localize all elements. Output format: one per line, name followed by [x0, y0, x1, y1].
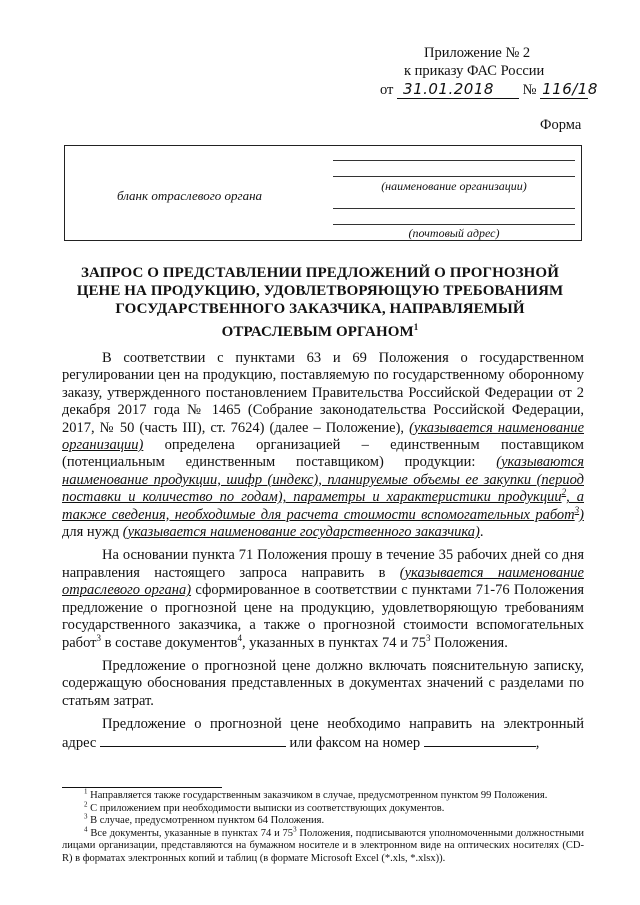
- footnote-1: $^1$ Направляется также государственным заказчиком в случае, предусмотренном пунктом 99 Положения.: [84, 787, 548, 801]
- date-prefix: от: [380, 82, 394, 98]
- form-label: Форма: [540, 117, 582, 133]
- paragraph-4: Предложение о прогнозной цене необходимо направить на электронный адрес или факсом на номер ,: [62, 716, 584, 751]
- title-footnote-ref: 1: [413, 322, 419, 332]
- footnote-3: $^3$ В случае, предусмотренном пунктом 64 Положения.: [84, 812, 325, 827]
- paragraph-1: В соответствии с пунктами 63 и 69 Положения о государственном регулировании цен на продукцию, поставляемую по государственному оборонному заказу, утвержденного постановлением Правительства Российской Федерации от 2 декабря 2017 года № 1465 (Собрание законодательства Российской Федерации, 2017, № 50 (часть III), ст. 7624) (далее – Положение), (указывается наименование организации) определена организацией – единственным поставщиком (потенциальным единственным поставщиком) продукции: (указываются наименование продукции, шифр (индекс), планируемые объемы ее закупки (период поставки и количество по годам), параметры и характеристики продукции$^2$, а также сведения, необходимые для расчета стоимости вспомогательных работ$^3$) для нужд (указывается наименование государственного заказчика).: [62, 350, 585, 541]
- footnote-ref-2: 2: [561, 487, 567, 498]
- address-line-2: [333, 224, 575, 225]
- order-reference: к приказу ФАС России: [404, 63, 545, 79]
- order-date-line: [380, 80, 598, 99]
- footnote-ref-3: 3: [574, 504, 580, 515]
- placeholder-product-details: (указываются наименование продукции, шифр (индекс), планируемые объемы ее закупки (период поставки и количество по годам), параметры и характеристики продукции: [62, 454, 584, 506]
- footnotes: [62, 787, 584, 866]
- footnote-ref-3b: 3: [96, 632, 101, 643]
- appendix-number: Приложение № 2: [424, 45, 531, 61]
- document-title: [70, 264, 570, 341]
- title-text: ЗАПРОС О ПРЕДСТАВЛЕНИИ ПРЕДЛОЖЕНИЙ О ПРОГНОЗНОЙ ЦЕНЕ НА ПРОДУКЦИЮ, УДОВЛЕТВОРЯЮЩУЮ ТРЕБОВАНИЯМ ГОСУДАРСТВЕННОГО ЗАКАЗЧИКА, НАПРАВЛЯЕМЫЙ ОТРАСЛЕВЫМ ОРГАНОМ: [76, 265, 564, 340]
- placeholder-auxiliary-works: , а также сведения, необходимые для расчета стоимости вспомогательных работ: [62, 489, 585, 523]
- handwritten-number: 116/18: [542, 80, 598, 98]
- footnote-2: $^2$ С приложением при необходимости выписки из соответствующих документов.: [84, 800, 445, 814]
- appendix-header: [380, 44, 598, 99]
- footnote-ref-3c: 3: [425, 632, 431, 643]
- footnote-4: $^4$ Все документы, указанные в пунктах 74 и $75^3$ Положения, подписываются уполномоченными должностными лицами организации, представляются на бумажном носителе и в электронном виде на оптических носителях (CD-R) в форматах электронных копий и таблиц (в формате Microsoft Excel (*.xls, *.xlsx)).: [62, 825, 584, 864]
- handwritten-date: 31.01.2018: [397, 80, 519, 99]
- org-name-line-2: [333, 176, 575, 177]
- placeholder-industry-body: (указывается наименование отраслевого органа): [62, 564, 584, 599]
- address-caption: (почтовый адрес): [408, 226, 500, 240]
- paragraph-3: Предложение о прогнозной цене должно включать пояснительную записку, содержащую обоснования представленных в документах значений с разделами по статьям затрат.: [62, 657, 584, 709]
- paragraph-2: На основании пункта 71 Положения прошу в течение 35 рабочих дней со дня направления настоящего запроса направить в (указывается наименование отраслевого органа) сформированное в соответствии с пунктами 71-76 Положения предложение о прогнозной цене на продукцию, удовлетворяющую требованиям государственного заказчика, а также о прогнозной стоимости вспомогательных работ$^3$ в составе документов$^4$, указанных в пунктах 74 и $75^3$ Положения.: [62, 547, 585, 651]
- letterhead-label: бланк отраслевого органа: [117, 188, 263, 203]
- org-name-line-1: [333, 160, 575, 161]
- letterhead-box: [64, 145, 582, 241]
- footnote-ref-4: 4: [237, 632, 242, 643]
- org-name-caption: (наименование организации): [381, 179, 527, 193]
- address-line-1: [333, 208, 575, 209]
- document-body: [62, 350, 584, 752]
- placeholder-organization: (указывается наименование организации): [62, 419, 585, 454]
- number-prefix: №: [522, 82, 537, 98]
- placeholder-state-customer: (указывается наименование государственного заказчика): [122, 524, 480, 541]
- fax-blank-line: [424, 734, 536, 747]
- email-blank-line: [100, 734, 286, 747]
